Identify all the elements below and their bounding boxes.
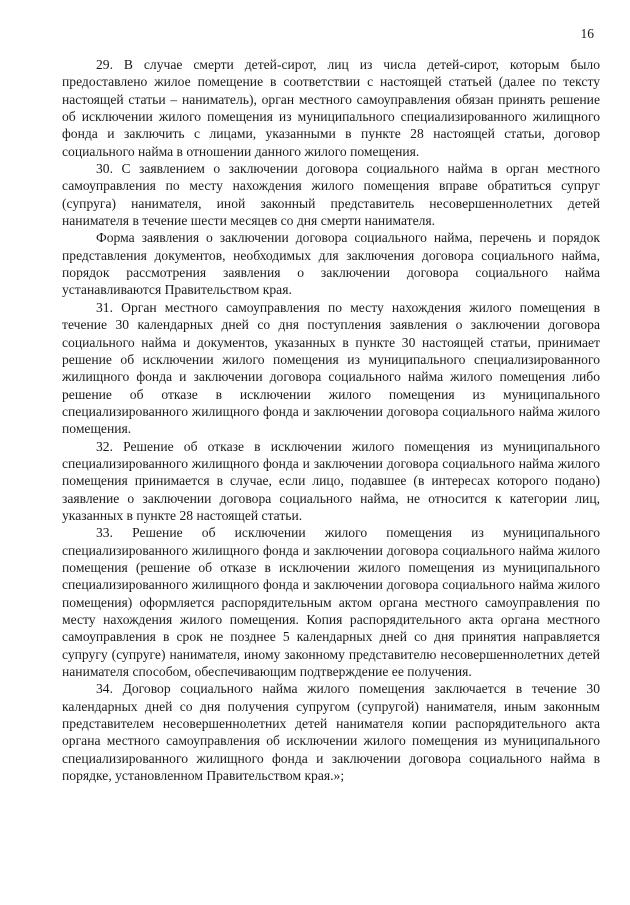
paragraph-34: 34. Договор социального найма жилого помещения заключается в течение 30 календарных дней со дня получения супругом (супругой) нанимателя, иным законным представителем несовершеннолетних детей нанимателя копии распорядительного акта органа местного самоуправления об исключении жилого помещения из муниципального специализированного жилищного фонда и заключении договора социального найма в порядке, установленном Правительством края.»; — [62, 681, 600, 784]
paragraph-33: 33. Решение об исключении жилого помещения из муниципального специализированного жилищного фонда и заключении договора социального найма жилого помещения (решение об отказе в исключении жилого помещения из муниципального специализированного жилищного фонда и заключении договора социального найма жилого помещения) оформляется распорядительным актом органа местного самоуправления по месту нахождения жилого помещения. Копия распорядительного акта органа местного самоуправления в срок не позднее 5 календарных дней со дня принятия направляется супругу (супруге) нанимателя, иному законному представителю несовершеннолетних детей нанимателя способом, обеспечивающим подтверждение ее получения. — [62, 525, 600, 680]
paragraph-31: 31. Орган местного самоуправления по месту нахождения жилого помещения в течение 30 календарных дней со дня поступления заявления о заключении договора социального найма и документов, указанных в пункте 30 настоящей статьи, принимает решение об исключении жилого помещения из муниципального специализированного жилищного фонда и заключении договора социального найма жилого помещения либо решение об отказе в исключении жилого помещения из муниципального специализированного жилищного фонда и заключении договора социального найма жилого помещения. — [62, 299, 600, 437]
paragraph-29: 29. В случае смерти детей-сирот, лиц из числа детей-сирот, которым было предоставлено жилое помещение в соответствии с настоящей статьей (далее по тексту настоящей статьи – наниматель), орган местного самоуправления обязан принять решение об исключении жилого помещения из муниципального специализированного жилищного фонда и заключить с лицами, указанными в пункте 28 настоящей статьи, договор социального найма в отношении данного жилого помещения. — [62, 57, 600, 159]
paragraph-30-form: Форма заявления о заключении договора социального найма, перечень и порядок представления документов, необходимых для заключения договора социального найма, порядок рассмотрения заявления о заключении договора социального найма устанавливаются Правительством края. — [62, 230, 600, 298]
page-number: 16 — [580, 26, 594, 41]
paragraph-30: 30. С заявлением о заключении договора социального найма в орган местного самоуправления по месту нахождения жилого помещения вправе обратиться супруг (супруга) нанимателя, иной законный представитель несовершеннолетних детей нанимателя в течение шести месяцев со дня смерти нанимателя. — [62, 161, 600, 229]
document-body — [62, 56, 600, 784]
paragraph-32: 32. Решение об отказе в исключении жилого помещения из муниципального специализированного жилищного фонда и заключении договора социального найма жилого помещения принимается в случае, если лицо, подавшее (в интересах которого подано) заявление о заключении договора социального найма, не относится к категории лиц, указанных в пункте 28 настоящей статьи. — [62, 438, 600, 523]
